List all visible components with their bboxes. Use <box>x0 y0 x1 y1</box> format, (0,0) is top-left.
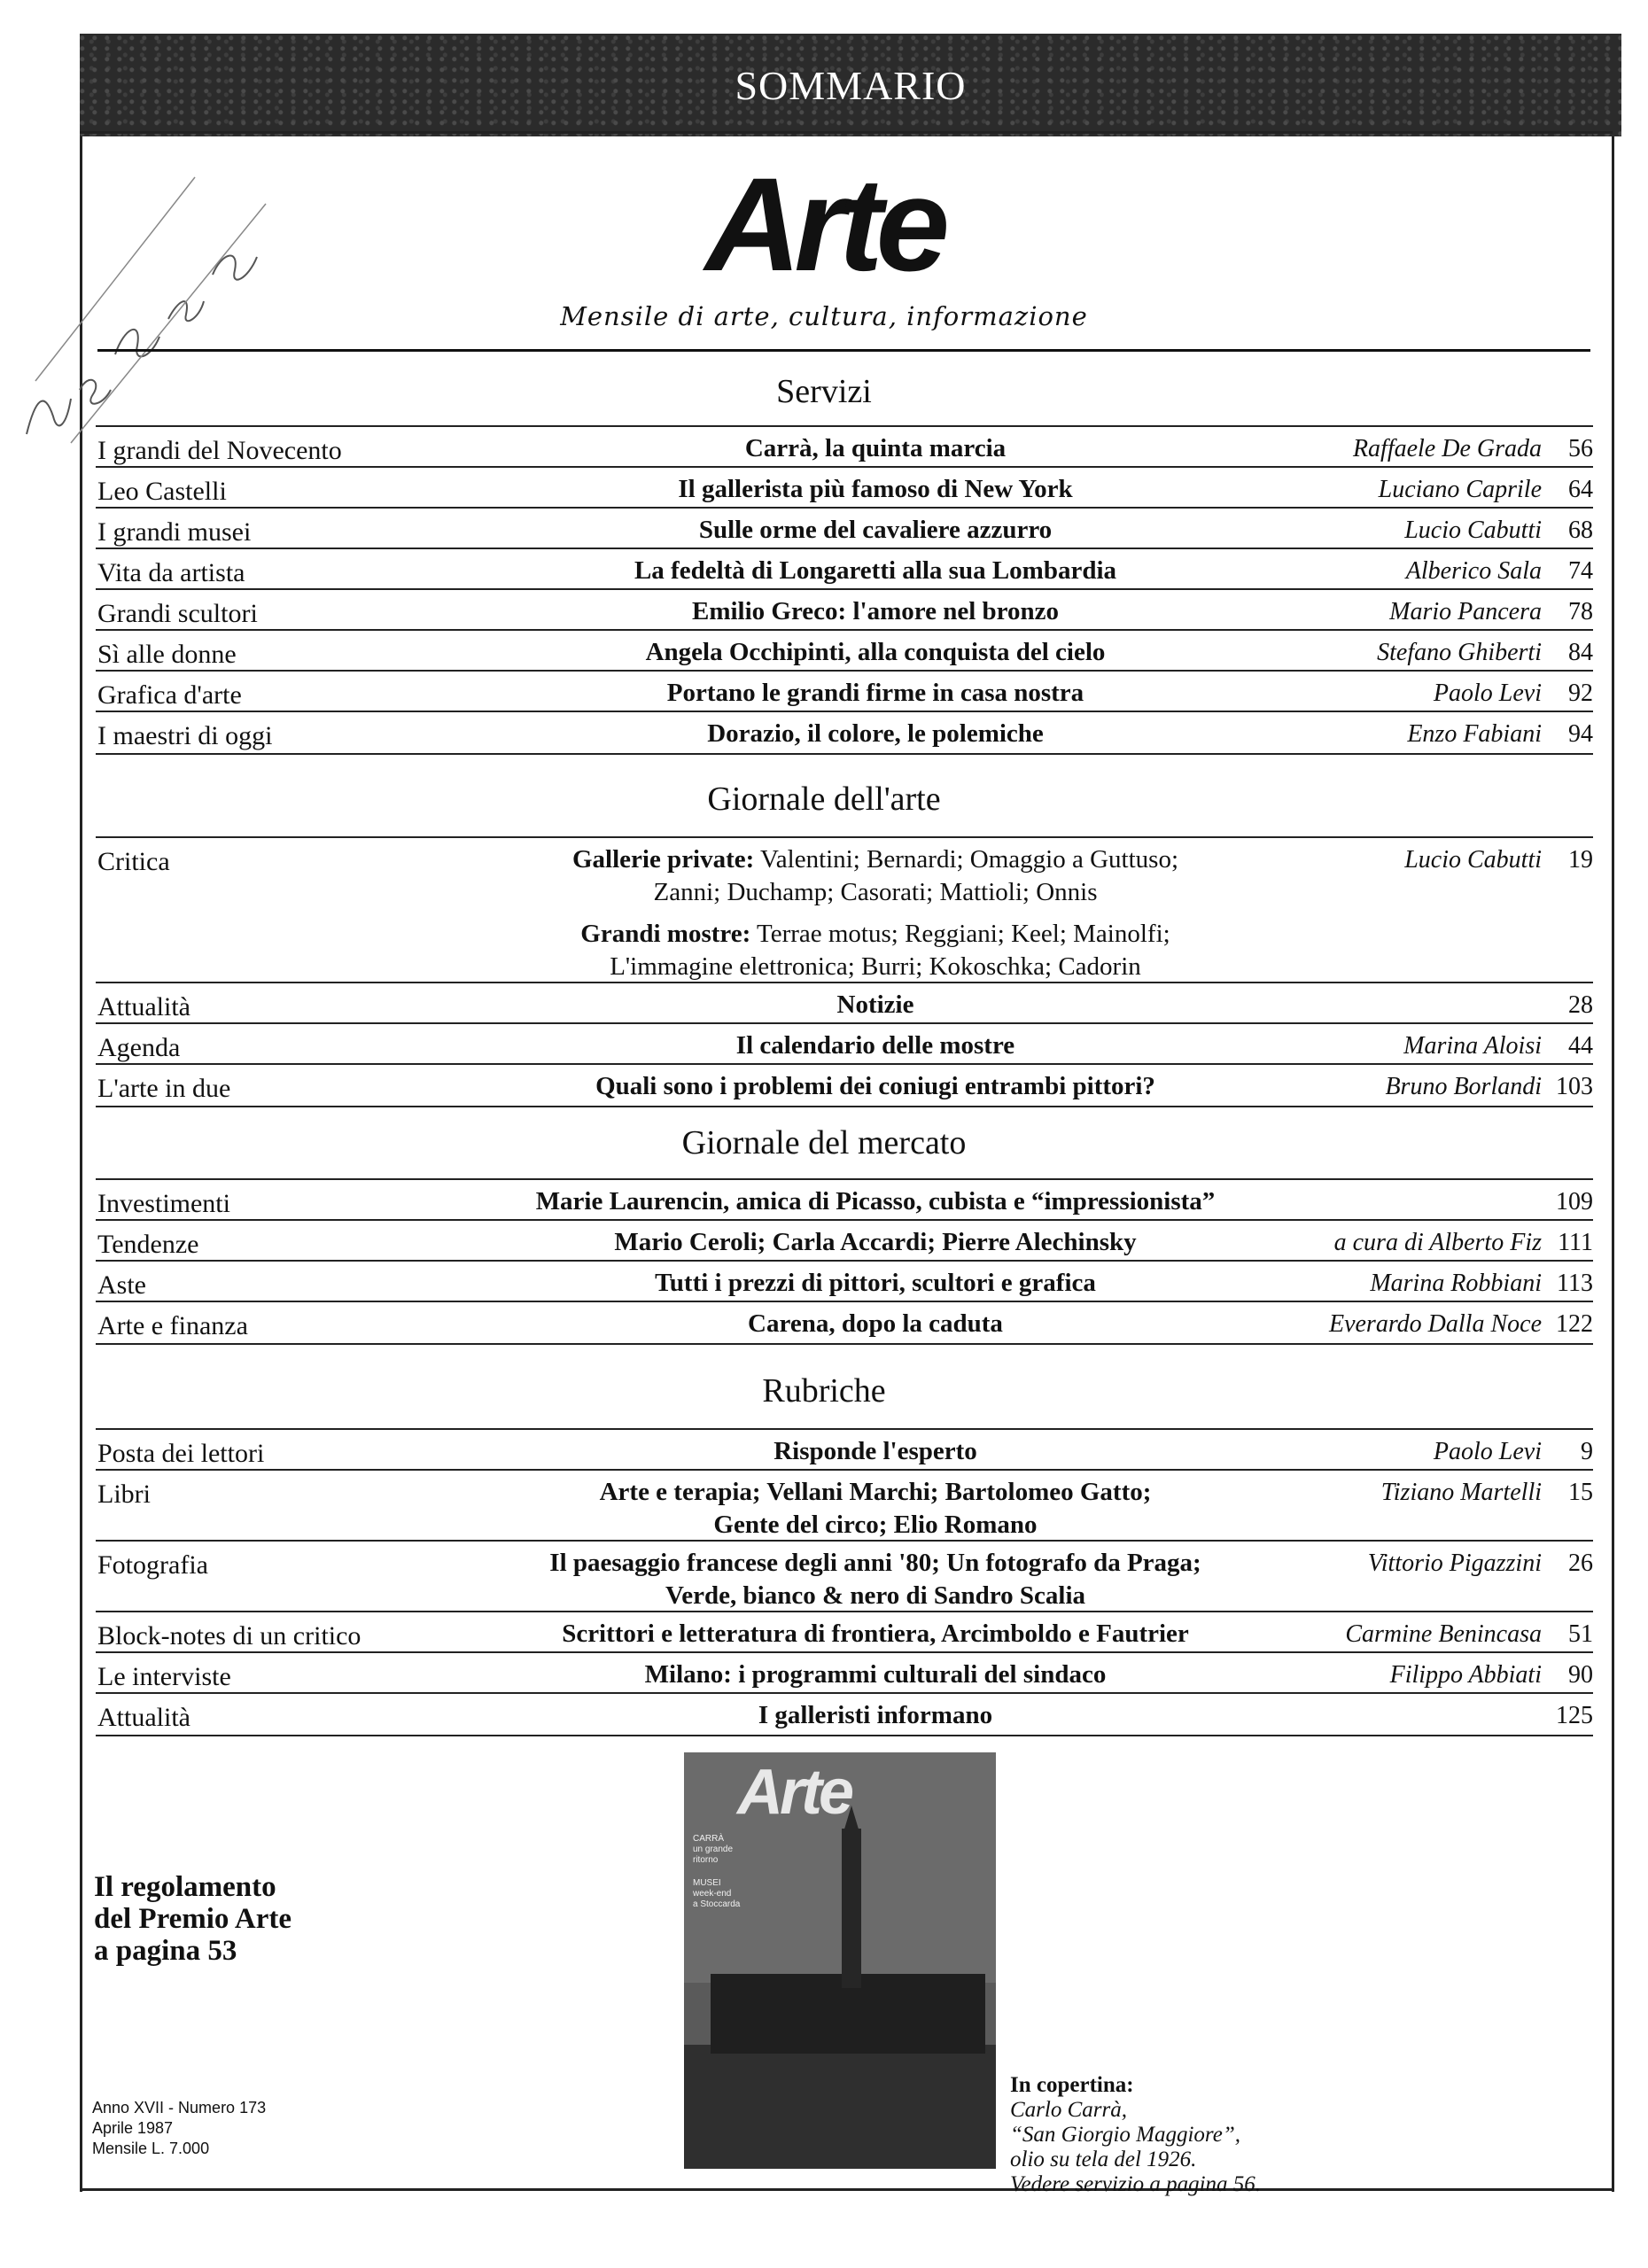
toc-author: Stefano Ghiberti <box>1377 639 1542 666</box>
toc-row[interactable] <box>96 1428 1593 1471</box>
critica-text-mostre: Terrae motus; Reggiani; Keel; Mainolfi; <box>750 920 1170 948</box>
toc-page: 56 <box>1568 435 1593 462</box>
toc-author: Raffaele De Grada <box>1352 435 1542 462</box>
cover-headlines <box>693 1834 740 1910</box>
toc-author: a cura di Alberto Fiz <box>1333 1229 1542 1256</box>
toc-category: Leo Castelli <box>97 477 227 506</box>
issue-date: Aprile 1987 <box>92 2119 174 2137</box>
caption-line: “San Giorgio Maggiore”, <box>1010 2123 1240 2147</box>
toc-title: Carena, dopo la caduta <box>748 1309 1003 1338</box>
toc-author: Enzo Fabiani <box>1407 720 1542 748</box>
cover-line: un grande <box>693 1845 734 1854</box>
toc-row[interactable] <box>96 425 1593 468</box>
premio-note-line: del Premio Arte <box>94 1903 292 1935</box>
banner-title: SOMMARIO <box>735 62 967 108</box>
toc-author: Marina Aloisi <box>1403 1032 1542 1060</box>
toc-title: Notizie <box>836 990 914 1019</box>
toc-category: Agenda <box>97 1033 181 1062</box>
toc-category: Arte e finanza <box>97 1311 248 1340</box>
toc-title: Carrà, la quinta marcia <box>744 434 1007 462</box>
toc-category: Block-notes di un critico <box>97 1621 361 1651</box>
toc-title: Emilio Greco: l'amore nel bronzo <box>691 597 1059 625</box>
caption-line <box>1010 2073 1261 2123</box>
toc-category: I maestri di oggi <box>97 721 273 750</box>
toc-author: Paolo Levi <box>1433 680 1542 707</box>
toc-category: Le interviste <box>97 1662 231 1691</box>
masthead-rule <box>97 349 1590 352</box>
toc-page: 44 <box>1568 1032 1593 1060</box>
toc-title: Portano le grandi firme in casa nostra <box>666 679 1084 707</box>
toc-row[interactable] <box>96 1063 1593 1107</box>
toc-page: 90 <box>1568 1661 1593 1689</box>
toc-title-line: Verde, bianco & nero di Sandro Scalia <box>665 1581 1085 1610</box>
toc-row[interactable] <box>96 1022 1593 1065</box>
toc-page: 122 <box>1556 1310 1593 1338</box>
toc-category: Vita da artista <box>97 558 245 587</box>
premio-note-line: a pagina 53 <box>94 1935 237 1967</box>
toc-row[interactable] <box>96 982 1593 1024</box>
toc-title: Il calendario delle mostre <box>735 1031 1015 1060</box>
critica-text-mostre-cont: L'immagine elettronica; Burri; Kokoschka; Cadorin <box>610 952 1141 981</box>
cover-line: week-end <box>693 1889 732 1899</box>
toc-row[interactable] <box>96 548 1593 590</box>
cover-caption <box>1010 2073 1261 2197</box>
toc-page: 125 <box>1556 1702 1593 1729</box>
toc-row[interactable] <box>96 507 1593 549</box>
section-title-servizi: Servizi <box>776 373 872 410</box>
toc-category: Investimenti <box>97 1189 230 1218</box>
toc-page: 19 <box>1568 846 1593 874</box>
toc-category: I grandi musei <box>97 517 252 547</box>
cover-logo: Arte <box>737 1757 851 1828</box>
toc-title: Il gallerista più famoso di New York <box>678 475 1073 503</box>
cover-line: ritorno <box>693 1855 719 1865</box>
toc-page: 51 <box>1568 1620 1593 1648</box>
premio-note-line: Il regolamento <box>94 1871 276 1903</box>
toc-author: Filippo Abbiati <box>1389 1661 1542 1689</box>
toc-page: 74 <box>1568 557 1593 585</box>
toc-category: I grandi del Novecento <box>97 436 342 465</box>
toc-row[interactable] <box>96 1219 1593 1262</box>
toc-title: Angela Occhipinti, alla conquista del cielo <box>645 638 1106 666</box>
toc-title: Marie Laurencin, amica di Picasso, cubista e “impressionista” <box>535 1187 1216 1216</box>
toc-category: Attualità <box>97 992 190 1021</box>
toc-author: Vittorio Pigazzini <box>1367 1550 1542 1577</box>
toc-row[interactable] <box>96 1469 1593 1542</box>
toc-title <box>432 1476 1318 1542</box>
toc-category: Grandi scultori <box>97 599 258 628</box>
toc-title-line: Gente del circo; Elio Romano <box>713 1511 1038 1539</box>
toc-author: Paolo Levi <box>1433 1438 1542 1465</box>
toc-row[interactable] <box>96 466 1593 509</box>
toc-title: Scrittori e letteratura di frontiera, Arcimboldo e Fautrier <box>562 1619 1189 1648</box>
toc-category: Sì alle donne <box>97 640 237 669</box>
toc-row[interactable] <box>96 1692 1593 1736</box>
toc-category: Critica <box>97 847 170 876</box>
toc-title: Milano: i programmi culturali del sindaco <box>644 1660 1107 1689</box>
toc-page: 109 <box>1556 1188 1593 1216</box>
cover-water <box>684 2045 996 2169</box>
masthead-tagline: Mensile di arte, cultura, informazione <box>560 301 1088 331</box>
toc-page: 28 <box>1568 991 1593 1019</box>
section-title-giornale-mercato: Giornale del mercato <box>681 1124 967 1161</box>
toc-page: 26 <box>1568 1550 1593 1577</box>
critica-text-gallerie: Valentini; Bernardi; Omaggio a Guttuso; <box>754 845 1179 874</box>
premio-arte-note <box>94 1871 292 1967</box>
toc-row[interactable] <box>96 629 1593 672</box>
caption-line: Vedere servizio a pagina 56. <box>1010 2172 1262 2196</box>
issue-imprint <box>92 2098 266 2159</box>
toc-row[interactable] <box>96 711 1593 755</box>
issue-number: Anno XVII - Numero 173 <box>92 2099 267 2117</box>
section-title-giornale-arte: Giornale dell'arte <box>707 781 941 818</box>
toc-row-critica[interactable] <box>96 836 1593 983</box>
toc-page: 92 <box>1568 680 1593 707</box>
toc-author: Lucio Cabutti <box>1404 517 1542 544</box>
critica-label-mostre: Grandi mostre: <box>580 920 751 948</box>
toc-category: Attualità <box>97 1703 190 1732</box>
toc-page: 9 <box>1581 1438 1593 1465</box>
toc-title: Quali sono i problemi dei coniugi entrambi pittori? <box>595 1072 1155 1100</box>
toc-row[interactable] <box>96 670 1593 712</box>
caption-artist: Carlo Carrà, <box>1010 2098 1127 2122</box>
caption-line: olio su tela del 1926. <box>1010 2148 1197 2171</box>
toc-category: Posta dei lettori <box>97 1439 265 1468</box>
toc-author: Marina Robbiani <box>1370 1270 1542 1297</box>
toc-title <box>432 1547 1318 1612</box>
toc-title-line: Il paesaggio francese degli anni '80; Un fotografo da Praga; <box>549 1549 1201 1577</box>
sommario-banner <box>80 34 1621 136</box>
toc-page: 64 <box>1568 476 1593 503</box>
toc-title-critica <box>432 843 1318 983</box>
toc-category: Libri <box>97 1480 151 1509</box>
frame-bottom-rule <box>80 2188 1613 2191</box>
toc-title: Mario Ceroli; Carla Accardi; Pierre Alechinsky <box>614 1228 1137 1256</box>
toc-page: 84 <box>1568 639 1593 666</box>
section-title-rubriche: Rubriche <box>762 1372 886 1410</box>
toc-category: L'arte in due <box>97 1074 231 1103</box>
toc-page: 94 <box>1568 720 1593 748</box>
toc-category: Aste <box>97 1270 146 1300</box>
toc-row[interactable] <box>96 1301 1593 1345</box>
frame-top-rule <box>80 131 1613 134</box>
toc-author: Bruno Borlandi <box>1385 1073 1542 1100</box>
toc-category: Fotografia <box>97 1550 208 1580</box>
toc-page: 15 <box>1568 1479 1593 1506</box>
toc-author: Lucio Cabutti <box>1404 846 1542 874</box>
toc-author: Tiziano Martelli <box>1380 1479 1542 1506</box>
critica-label-gallerie: Gallerie private: <box>571 845 755 874</box>
toc-author: Carmine Benincasa <box>1345 1620 1542 1648</box>
toc-row[interactable] <box>96 1651 1593 1694</box>
arte-logo: Arte <box>704 150 944 299</box>
toc-title: Sulle orme del cavaliere azzurro <box>698 516 1053 544</box>
toc-row[interactable] <box>96 1540 1593 1612</box>
frame-right-rule <box>1612 136 1614 2192</box>
cover-line: MUSEI <box>693 1878 721 1888</box>
toc-title-line: Arte e terapia; Vellani Marchi; Bartolomeo Gatto; <box>599 1478 1152 1506</box>
toc-row[interactable] <box>96 1611 1593 1653</box>
toc-page: 68 <box>1568 517 1593 544</box>
toc-category: Grafica d'arte <box>97 680 242 710</box>
cover-line: a Stoccarda <box>693 1899 741 1909</box>
toc-row[interactable] <box>96 588 1593 631</box>
cover-bell-tower <box>842 1829 861 1988</box>
toc-title: Dorazio, il colore, le polemiche <box>707 719 1044 748</box>
toc-row[interactable] <box>96 1178 1593 1221</box>
cover-line: CARRÀ <box>693 1834 725 1844</box>
toc-page: 103 <box>1556 1073 1593 1100</box>
toc-author: Luciano Caprile <box>1378 476 1542 503</box>
toc-page: 78 <box>1568 598 1593 625</box>
toc-category: Tendenze <box>97 1230 199 1259</box>
toc-author: Alberico Sala <box>1405 557 1542 585</box>
issue-price: Mensile L. 7.000 <box>92 2140 210 2157</box>
toc-page: 111 <box>1558 1229 1593 1256</box>
toc-title: La fedeltà di Longaretti alla sua Lombardia <box>634 556 1117 585</box>
toc-page: 113 <box>1557 1270 1593 1297</box>
cover-image <box>684 1752 996 2169</box>
toc-author: Mario Pancera <box>1389 598 1542 625</box>
critica-text-gallerie-cont: Zanni; Duchamp; Casorati; Mattioli; Onnis <box>653 878 1098 906</box>
toc-title: I galleristi informano <box>758 1701 993 1729</box>
toc-author: Everardo Dalla Noce <box>1328 1310 1542 1338</box>
toc-title: Risponde l'esperto <box>773 1437 977 1465</box>
toc-row[interactable] <box>96 1260 1593 1302</box>
caption-label: In copertina: <box>1010 2073 1134 2097</box>
toc-title: Tutti i prezzi di pittori, scultori e grafica <box>655 1269 1096 1297</box>
